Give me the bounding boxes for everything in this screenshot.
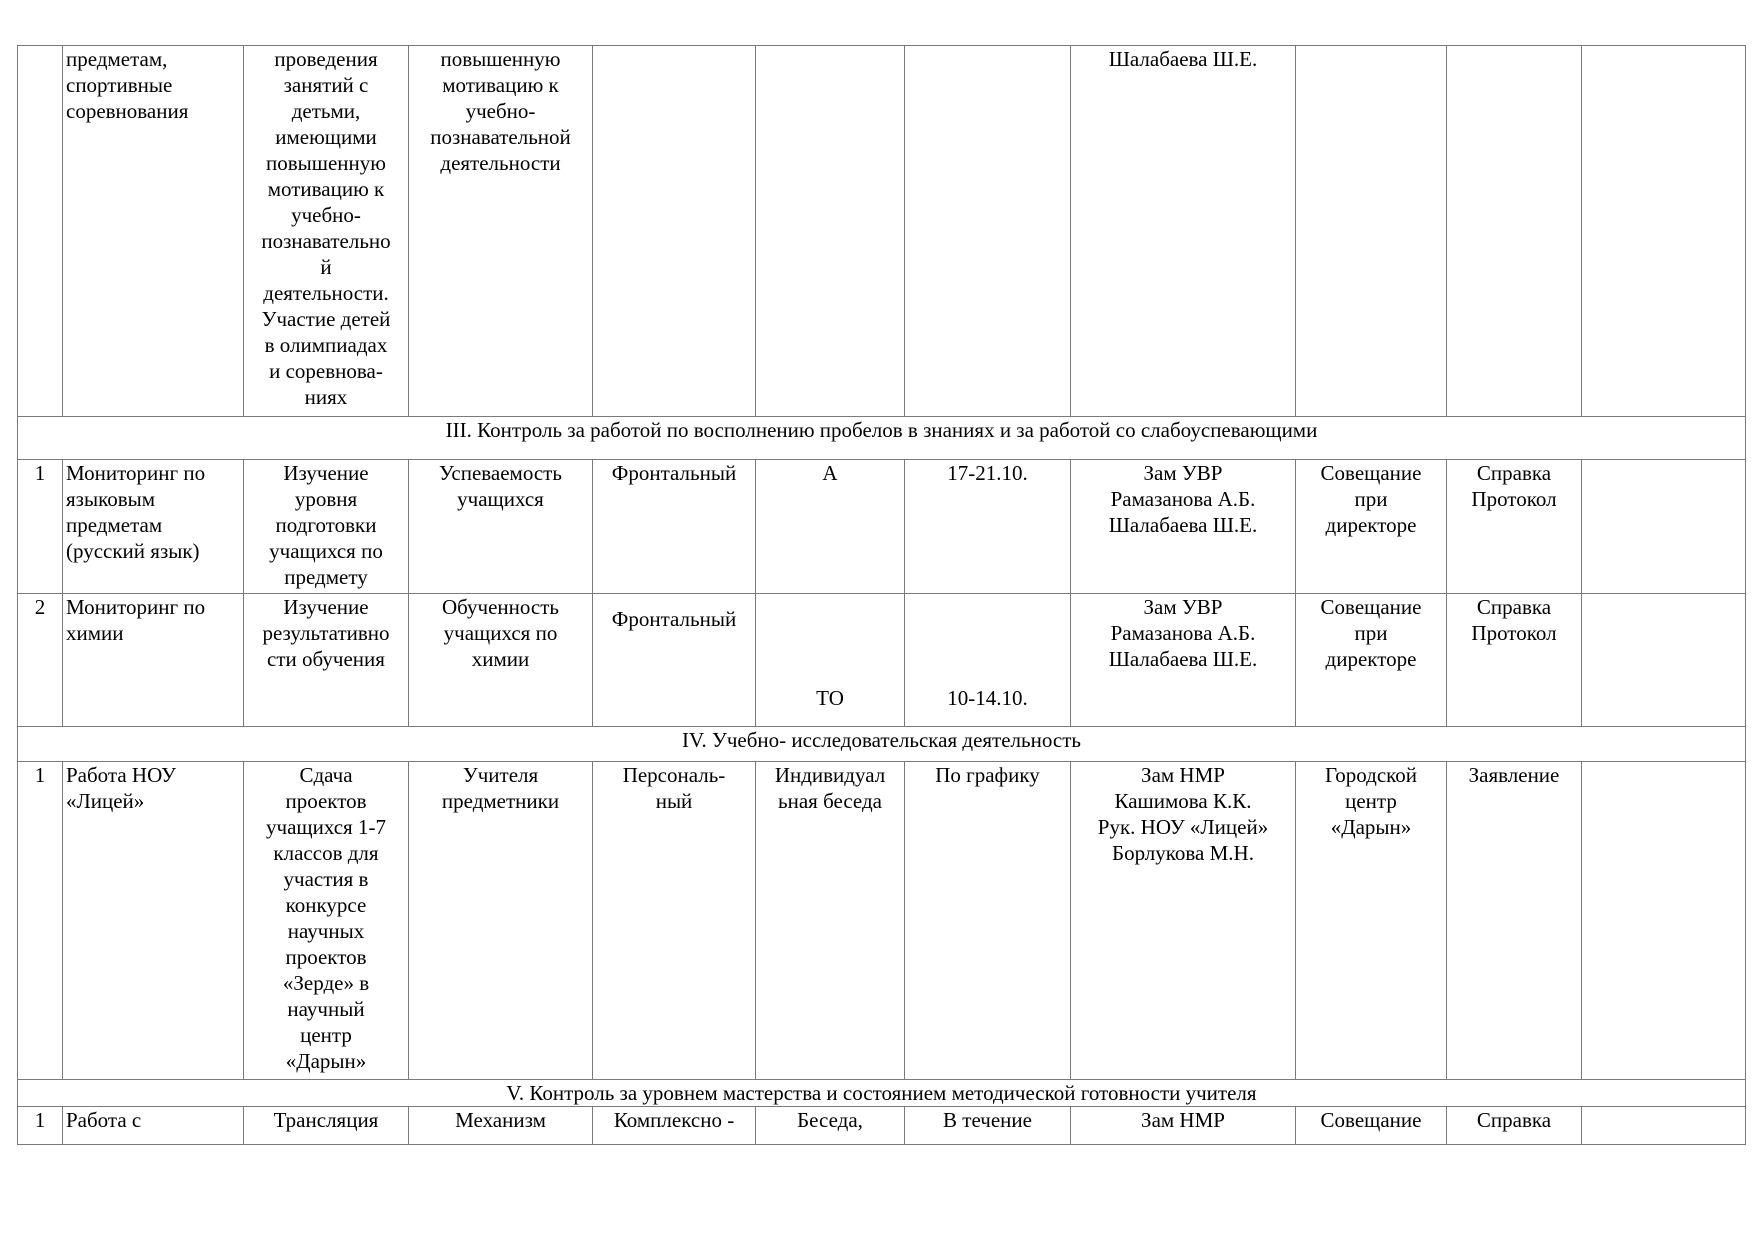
review-place-cell: Совещание: [1296, 1107, 1447, 1145]
control-method-cell: ТО: [756, 594, 905, 727]
control-dates-cell: По графику: [905, 762, 1071, 1080]
control-goal-cell: Трансляция: [244, 1107, 409, 1145]
table-row: [18, 594, 1746, 727]
control-goal-cell: проведения занятий с детьми, имеющими повышенную мотивацию к учебно- познавательно й деятельности. Участие детей в олимпиадах и соревнова- ниях: [244, 46, 409, 417]
control-subject-cell: Учителя предметники: [409, 762, 593, 1080]
extra-cell: [1582, 762, 1746, 1080]
review-place-cell: Городской центр «Дарын»: [1296, 762, 1447, 1080]
control-type-cell: Комплексно -: [593, 1107, 756, 1145]
result-cell: Справка Протокол: [1447, 460, 1582, 594]
control-method-cell: А: [756, 460, 905, 594]
control-plan-table: [17, 45, 1746, 1145]
control-object-cell: Мониторинг по химии: [63, 594, 244, 727]
control-type-cell: Фронтальный: [593, 460, 756, 594]
table-row: [18, 460, 1746, 594]
extra-cell: [1582, 460, 1746, 594]
control-subject-cell: Обученность учащихся по химии: [409, 594, 593, 727]
section-title: III. Контроль за работой по восполнению пробелов в знаниях и за работой со слабоуспевающими: [18, 417, 1746, 460]
review-place-cell: Совещание при директоре: [1296, 460, 1447, 594]
control-method-cell: [756, 46, 905, 417]
responsible-cell: Зам НМР: [1071, 1107, 1296, 1145]
control-method-cell: Беседа,: [756, 1107, 905, 1145]
extra-cell: [1582, 1107, 1746, 1145]
control-subject-cell: Успеваемость учащихся: [409, 460, 593, 594]
control-object-cell: Работа с: [63, 1107, 244, 1145]
result-cell: Справка Протокол: [1447, 594, 1582, 727]
responsible-cell: Шалабаева Ш.Е.: [1071, 46, 1296, 417]
row-number-cell: 1: [18, 1107, 63, 1145]
control-object-cell: предметам, спортивные соревнования: [63, 46, 244, 417]
control-subject-cell: Механизм: [409, 1107, 593, 1145]
control-type-cell: [593, 46, 756, 417]
control-type-cell: Персональ- ный: [593, 762, 756, 1080]
result-cell: Справка: [1447, 1107, 1582, 1145]
table-row: [18, 1107, 1746, 1145]
row-number-cell: 1: [18, 762, 63, 1080]
row-number-cell: [18, 46, 63, 417]
control-dates-cell: 17-21.10.: [905, 460, 1071, 594]
extra-cell: [1582, 46, 1746, 417]
section-title: IV. Учебно- исследовательская деятельность: [18, 727, 1746, 762]
control-goal-cell: Изучение уровня подготовки учащихся по предмету: [244, 460, 409, 594]
row-number-cell: 1: [18, 460, 63, 594]
row-number-cell: 2: [18, 594, 63, 727]
section-title: V. Контроль за уровнем мастерства и состоянием методической готовности учителя: [18, 1080, 1746, 1107]
responsible-cell: Зам НМР Кашимова К.К. Рук. НОУ «Лицей» Борлукова М.Н.: [1071, 762, 1296, 1080]
responsible-cell: Зам УВР Рамазанова А.Б. Шалабаева Ш.Е.: [1071, 460, 1296, 594]
control-subject-cell: повышенную мотивацию к учебно- познавательной деятельности: [409, 46, 593, 417]
control-method-cell: Индивидуал ьная беседа: [756, 762, 905, 1080]
control-dates-cell: [905, 46, 1071, 417]
result-cell: Заявление: [1447, 762, 1582, 1080]
control-dates-cell: 10-14.10.: [905, 594, 1071, 727]
table-row: [18, 46, 1746, 417]
section-header-row: [18, 417, 1746, 460]
review-place-cell: [1296, 46, 1447, 417]
control-goal-cell: Изучение результативно сти обучения: [244, 594, 409, 727]
review-place-cell: Совещание при директоре: [1296, 594, 1447, 727]
section-header-row: [18, 727, 1746, 762]
control-dates-cell: В течение: [905, 1107, 1071, 1145]
result-cell: [1447, 46, 1582, 417]
control-object-cell: Мониторинг по языковым предметам (русский язык): [63, 460, 244, 594]
table-row: [18, 762, 1746, 1080]
control-goal-cell: Сдача проектов учащихся 1-7 классов для участия в конкурсе научных проектов «Зерде» в научный центр «Дарын»: [244, 762, 409, 1080]
extra-cell: [1582, 594, 1746, 727]
control-object-cell: Работа НОУ «Лицей»: [63, 762, 244, 1080]
responsible-cell: Зам УВР Рамазанова А.Б. Шалабаева Ш.Е.: [1071, 594, 1296, 727]
control-type-cell: Фронтальный: [593, 594, 756, 727]
section-header-row: [18, 1080, 1746, 1107]
